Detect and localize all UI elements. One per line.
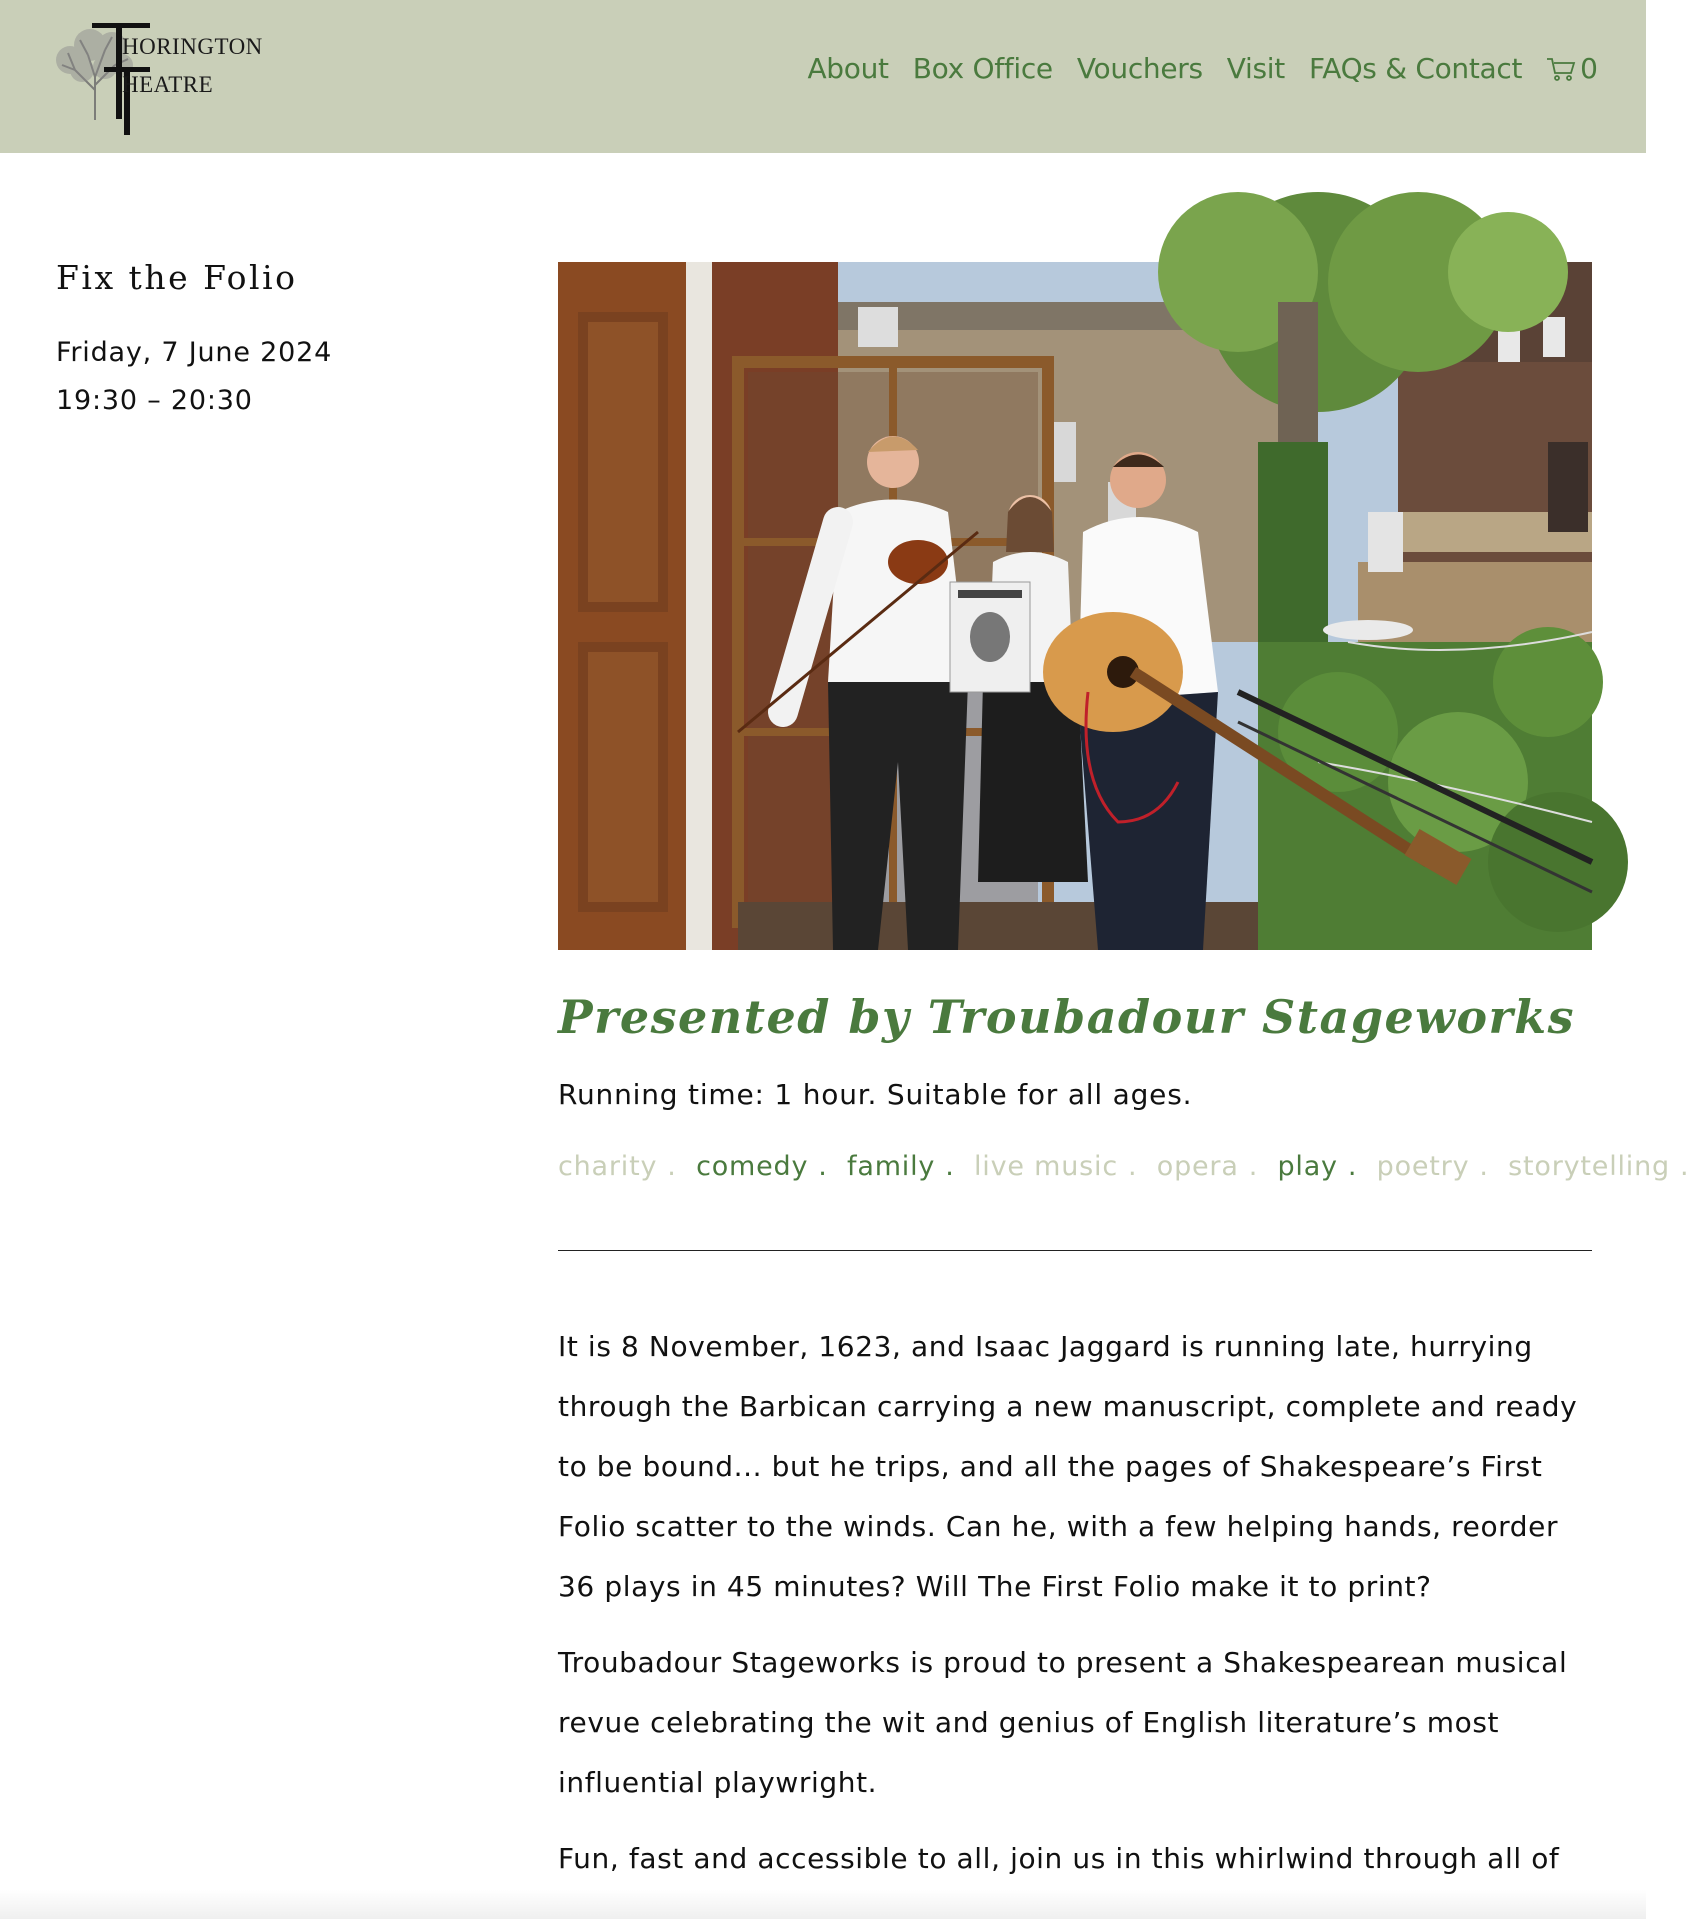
genre-tags (558, 1151, 1690, 1182)
description-paragraph-1: It is 8 November, 1623, and Isaac Jaggard is running late, hurrying through the Barbican carrying a new manuscript, complete and ready to be bound... but he trips, and all the pages of Shakespeare’s First Folio scatter to the winds. Can he, with a few helping hands, reorder 36 plays in 45 minutes? Will The First Folio make it to print? (558, 1330, 1578, 1603)
site-logo[interactable] (50, 15, 265, 135)
tag-live-music[interactable]: live music . (973, 1151, 1138, 1182)
tag-family[interactable]: family . (847, 1151, 955, 1182)
cart-count: 0 (1580, 52, 1598, 85)
tag-poetry[interactable]: poetry . (1376, 1151, 1489, 1182)
tag-comedy[interactable]: comedy . (696, 1151, 828, 1182)
content-divider (558, 1250, 1592, 1251)
event-sidebar (56, 258, 476, 425)
nav-box-office[interactable]: Box Office (912, 52, 1053, 85)
logo-text-line1: HORINGTON (122, 34, 263, 59)
event-meta (56, 329, 476, 425)
cart-button[interactable] (1546, 52, 1598, 85)
tag-play[interactable]: play . (1277, 1151, 1358, 1182)
performers-photo (558, 262, 1592, 950)
nav-vouchers[interactable]: Vouchers (1076, 52, 1203, 85)
main-nav (807, 52, 1598, 85)
nav-visit[interactable]: Visit (1226, 52, 1285, 85)
presenter-heading: Presented by Troubadour Stageworks (558, 990, 1576, 1044)
page-bottom-fade (0, 1890, 1646, 1919)
event-main (558, 262, 1690, 1905)
cart-icon (1546, 56, 1576, 82)
event-date: Friday, 7 June 2024 (56, 337, 333, 368)
description-paragraph-2: Troubadour Stageworks is proud to present a Shakespearean musical revue celebrating the wit and genius of English literature’s most influential playwright. (558, 1646, 1568, 1799)
tag-charity[interactable]: charity . (558, 1151, 677, 1182)
running-time: Running time: 1 hour. Suitable for all ages. (558, 1078, 1193, 1111)
logo-text-line2: HEATRE (122, 72, 214, 97)
description-paragraph-3: Fun, fast and accessible to all, join us in this whirlwind through all of (558, 1842, 1560, 1875)
tag-storytelling[interactable]: storytelling . (1508, 1151, 1690, 1182)
hero-image (558, 262, 1592, 950)
nav-about[interactable]: About (807, 52, 889, 85)
event-title: Fix the Folio (56, 258, 298, 297)
site-header (0, 0, 1646, 153)
nav-faqs-contact[interactable]: FAQs & Contact (1308, 52, 1523, 85)
event-time: 19:30 – 20:30 (56, 385, 253, 416)
event-description (558, 1317, 1592, 1889)
tag-opera[interactable]: opera . (1156, 1151, 1259, 1182)
